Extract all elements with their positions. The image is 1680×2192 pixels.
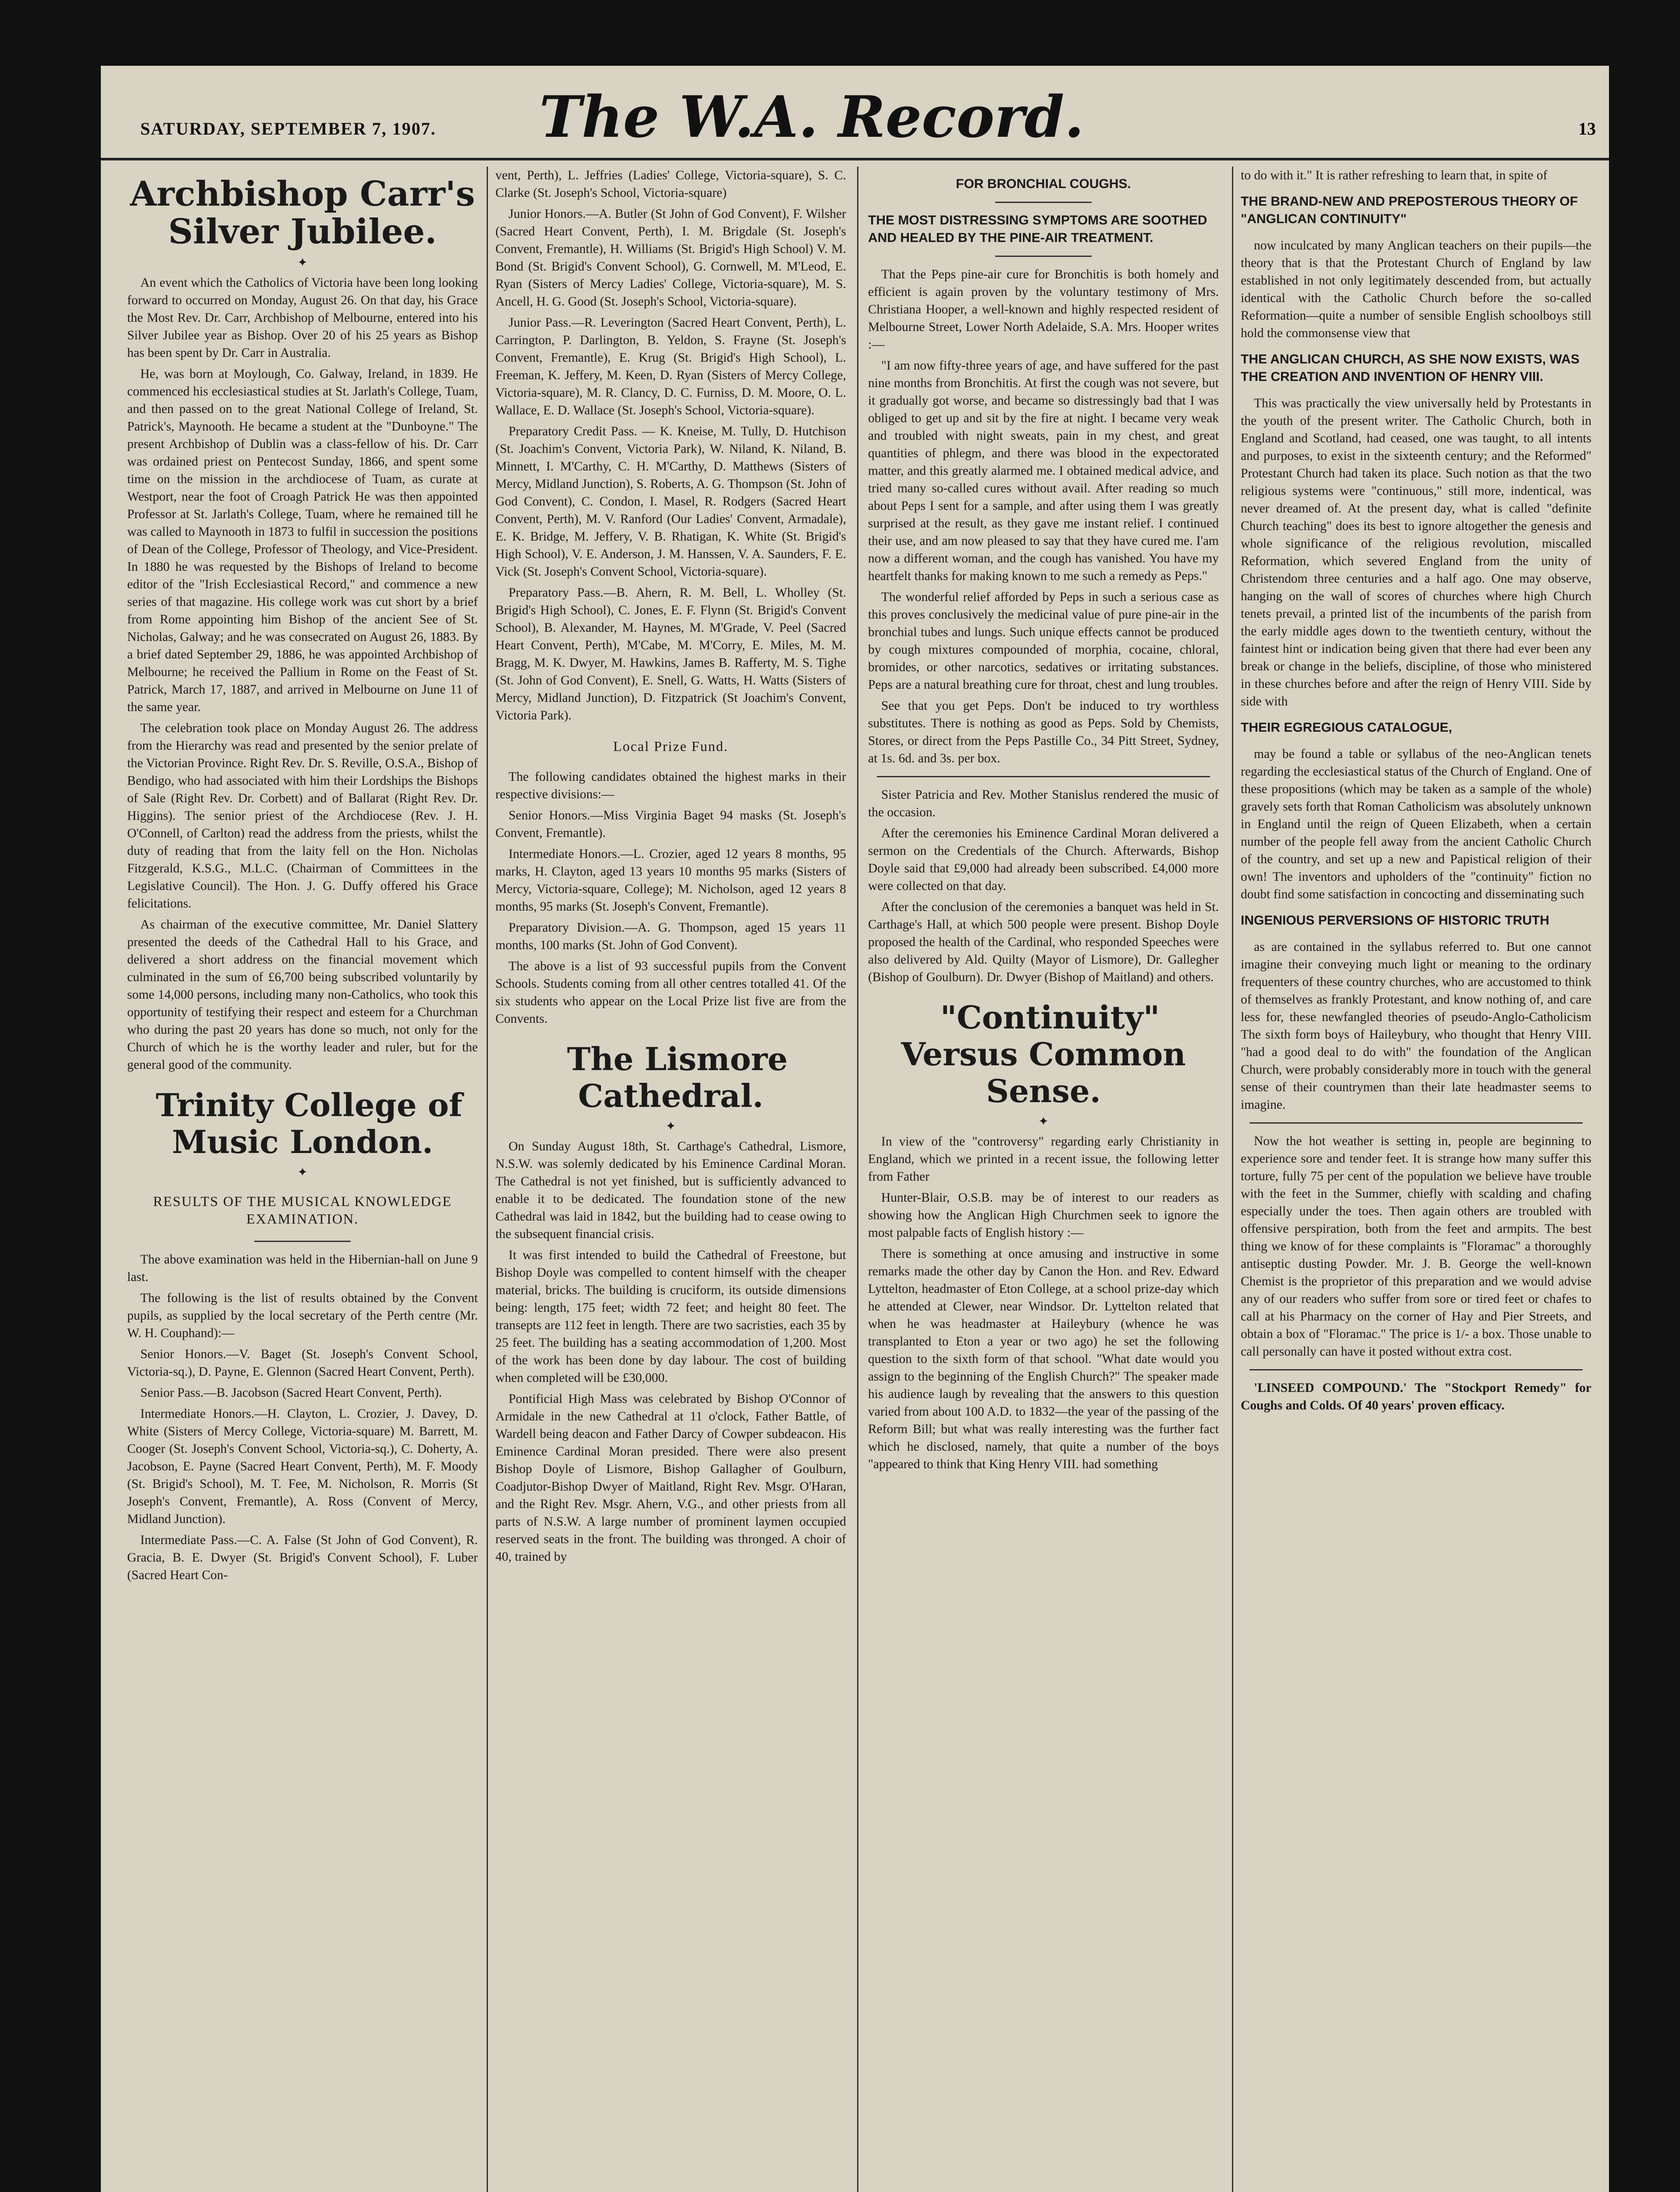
divider [995,256,1092,257]
paragraph: See that you get Peps. Don't be induced to try worthless substitutes. There is nothing as good as Peps. Sold by Chemists, Stores, or direct from the Peps Pastille Co., 34 Pitt Street, Sydney, at 1s. 6d. and 3s. per box. [868,699,1219,765]
subheading: RESULTS OF THE MUSICAL KNOWLEDGE EXAMINATION. [153,1193,452,1227]
column-2 [495,167,846,1569]
paragraph: The following candidates obtained the highest marks in their respective divisions:— [495,770,846,801]
paragraph: The above examination was held in the Hibernian-hall on June 9 last. [127,1253,478,1284]
paragraph: Junior Pass.—R. Leverington (Sacred Heart Convent, Perth), L. Carrington, P. Darlington, B. Yeldon, S. Frayne (St. Joseph's Convent, Fremantle), E. Krug (St. Brigid's High School), L. Freeman, K. Jeffery, M. Keen, D. Ryan (Sisters of Mercy College, Victoria-square), M. R. Clancy, D. C. Furniss, D. M. Moore, O. L. Wallace, E. D. Wallace (St. Joseph's School, Victoria-square). [495,316,846,417]
paragraph: Pontificial High Mass was celebrated by Bishop O'Connor of Armidale in the new Cathedral at 11 o'clock, Father Battle, of Wardell being deacon and Father Darcy of Cowper subdeacon. His Eminence Cardinal Moran presided. There were also present Bishop Doyle of Lismore, Bishop Gallagher of Goulburn, Coadjutor-Bishop Dwyer of Maitland, Right Rev. Msgr. O'Haran, and the Right Rev. Msgr. Ahern, V.G., and other priests from all parts of N.S.W. A large number of prominent laymen occupied reserved seats in the front. The building was thronged. A choir of 40, trained by [495,1392,846,1564]
paragraph: Intermediate Honors.—L. Crozier, aged 12 years 8 months, 95 marks, H. Clayton, aged 13 years 10 months 95 marks (Sisters of Mercy, Victoria-square, College); M. Nicholson, aged 12 years 8 months, 95 marks (St. Joseph's Convent, Fremantle). [495,847,846,914]
crosshead: INGENIOUS PERVERSIONS OF HISTORIC TRUTH [1241,913,1549,928]
paragraph: vent, Perth), L. Jeffries (Ladies' College, Victoria-square), S. C. Clarke (St. Joseph's School, Victoria-square) [495,168,846,200]
advert-text: 'LINSEED COMPOUND.' The "Stockport Remedy" for Coughs and Colds. Of 40 years' proven efficacy. [1241,1381,1591,1413]
paragraph: Preparatory Pass.—B. Ahern, R. M. Bell, L. Wholley (St. Brigid's High School), C. Jones, E. F. Flynn (St. Brigid's Convent School), B. Alexander, M. Haynes, M. M'Grade, V. Peel (Sacred Heart Convent, Perth), M'Cabe, M. M'Corry, E. Miles, M. M. Bragg, M. K. Dwyer, M. Hawkins, James B. Rafferty, M. S. Tighe (St. John of God Convent), E. Snell, G. Watts, H. Watts (Sisters of Mercy, Midland Junction), D. Fitzpatrick (St Joachim's Convent, Victoria Park). [495,586,846,722]
column-4 [1241,167,1591,1418]
article-title: Trinity College of Music London. [156,1086,463,1160]
paragraph: In view of the "controversy" regarding early Christianity in England, which we printed in a recent issue, the following letter from Father [868,1135,1219,1184]
ornament-icon: ✦ [666,1119,676,1133]
paragraph: That the Peps pine-air cure for Bronchitis is both homely and efficient is again proven by the voluntary testimony of Mrs. Christiana Hooper, a well-known and highly respected resident of Melbourne Street, Lower North Adelaide, S.A. Mrs. Hooper writes :— [868,267,1219,352]
issue-date: SATURDAY, SEPTEMBER 7, 1907. [140,119,436,139]
crosshead: THEIR EGREGIOUS CATALOGUE, [1241,720,1452,735]
crosshead: THE ANGLICAN CHURCH, AS SHE NOW EXISTS, WAS THE CREATION AND INVENTION OF HENRY VIII. [1241,352,1580,384]
column-rule [487,167,488,2192]
subheading: Local Prize Fund. [613,738,729,754]
divider [877,776,1210,777]
masthead: The W.A. Record. [539,83,1084,150]
paragraph: Hunter-Blair, O.S.B. may be of interest to our readers as showing how the Anglican High Churchmen seek to ignore the most palpable facts of English history :— [868,1191,1219,1240]
advert-heading: FOR BRONCHIAL COUGHS. [956,177,1131,191]
paragraph: This was practically the view universally held by Protestants in the youth of the present writer. The Catholic Church, both in England and Scotland, had ceased, one was taught, to all intents and purposes, to exist in the sixteenth century; and the Reformed" Protestant Church had taken its place. Such notion as that the two religious systems were "continuous," still more, indentical, was never dreamed of. At the present day, what is called "definite Church teaching" does its best to ignore altogether the genesis and whole significance of the religious revolution, miscalled Reformation, which severed England from the unity of Christendom three centuries and a half ago. One may observe, hanging on the wall of scores of churches where high Church tenets prevail, a printed list of the incumbents of the parish from the early middle ages down to the twentieth century, without the faintest hint or indication being given that there had ever been any break or change in the beliefs, discipline, of those who ministered in these churches before and after the reign of Henry VIII. Side by side with [1241,396,1591,708]
paragraph: Preparatory Credit Pass. — K. Kneise, M. Tully, D. Hutchison (St. Joachim's Convent, Victoria Park), W. Niland, K. Niland, B. Minnett, I. M'Carthy, C. H. M'Carthy, D. Matthews (Sisters of Mercy, Midland Junction), S. Roberts, A. G. Thompson (St. John of God Convent), C. Condon, I. Masel, R. Rodgers (Sacred Heart Convent, Perth), M. V. Ranford (Our Ladies' Convent, Armadale), E. K. Bridge, M. Jeffery, V. B. Rhatigan, K. White (St. Brigid's High School), V. E. Anderson, J. M. Hanssen, V. A. Saunders, F. E. Vick (St. Joseph's Convent School, Victoria-square). [495,424,846,579]
paragraph: Senior Honors.—V. Baget (St. Joseph's Convent School, Victoria-sq.), D. Payne, E. Glennon (Sacred Heart Convent, Perth). [127,1347,478,1379]
paragraph: Junior Honors.—A. Butler (St John of God Convent), F. Wilsher (Sacred Heart Convent, Perth), I. M. Brigdale (St. Joseph's Convent, Fremantle), H. Williams (St. Brigid's High School) V. M. Bond (St. Brigid's Convent School), G. Cornwell, M. M'Leod, E. Ryan (Sisters of Mercy Ladies' College, Victoria-square), M. S. Ancell, H. G. Good (St. Joseph's School, Victoria-square). [495,207,846,309]
paragraph: After the conclusion of the ceremonies a banquet was held in St. Carthage's Hall, at which 500 people were present. Bishop Doyle proposed the health of the Cardinal, who responded Speeches were also delivered by Ald. Quilty (Mayor of Lismore), Dr. Gallegher (Bishop of Goulburn). Dr. Dwyer (Bishop of Maitland) and others. [868,900,1219,984]
paragraph: On Sunday August 18th, St. Carthage's Cathedral, Lismore, N.S.W. was solemly dedicated by his Eminence Cardinal Moran. The Cathedral is not yet finished, but is sufficiently advanced to enable it to be dedicated. The foundation stone of the new Cathedral was laid in 1842, but the building had to cease owing to the subsequent financial crisis. [495,1139,846,1241]
column-1 [127,167,478,1587]
paragraph: It was first intended to build the Cathedral of Freestone, but Bishop Doyle was compelled to content himself with the cheaper material, bricks. The building is cruciform, its outside dimensions being: length, 175 feet; width 72 feet; and height 80 feet. The transepts are 112 feet in length. There are two sacristies, each 35 by 25 feet. The building has a seating accommodation of 1,200. Most of the work has been done by day labour. The cost of building when completed will be £30,000. [495,1248,846,1385]
paragraph: Preparatory Division.—A. G. Thompson, aged 15 years 11 months, 100 marks (St. John of God Convent). [495,921,846,952]
article-title: "Continuity" Versus Common Sense. [901,999,1186,1110]
advert-subheading: THE MOST DISTRESSING SYMPTOMS ARE SOOTHED AND HEALED BY THE PINE-AIR TREATMENT. [868,213,1207,245]
column-rule [857,167,858,2192]
paragraph: An event which the Catholics of Victoria have been long looking forward to occurred on Monday, August 26. On that day, his Grace the Most Rev. Dr. Carr, Archbishop of Melbourne, entered into his Silver Jubilee year as Bishop. Over 20 of his 25 years as Bishop has been spent by Dr. Carr in Australia. [127,276,478,360]
paragraph: As chairman of the executive committee, Mr. Daniel Slattery presented the deeds of the Cathedral Hall to his Grace, and delivered a short address on the financial movement which culminated in the sum of £6,700 being subscribed voluntarily by some 14,000 persons, including many non-Catholics, who took this opportunity of testifying their respect and esteem for a Churchman who during the past 20 years has done so much, not only for the Church of which he is the worthy leader and ruler, but for the general good of the community. [127,918,478,1072]
header-rule [101,158,1609,160]
paragraph: Intermediate Pass.—C. A. False (St John of God Convent), R. Gracia, B. E. Dwyer (St. Brigid's Convent School), F. Luber (Sacred Heart Con- [127,1533,478,1582]
divider [1249,1369,1583,1370]
paragraph: He, was born at Moylough, Co. Galway, Ireland, in 1839. He commenced his ecclesiastical studies at St. Jarlath's College, Tuam, and then passed on to the great National College of Ireland, St. Patrick's, Maynooth. He became a student at the "Dunboyne." The present Archbishop of Dublin was a class-fellow of his. Dr. Carr was ordained priest on Pentecost Sunday, 1866, and spent some time on the mission in the archdiocese of Tuam, as curate at Westport, near the foot of Croagh Patrick He was then appointed Professor at St. Jarlath's College, Tuam, where he remained till he was called to Maynooth in 1873 to fulfil in succession the positions of Dean of the College, Professor of Theology, and Vice-President. In 1880 he was requested by the Bishops of Ireland to become editor of the "Irish Ecclesiastical Record," and commence a new series of that magazine. His college work was cut short by a brief from Rome appointing him Bishop of the ancient See of St. Nicholas, Galway; and he was consecrated on August 26, 1883. By a brief dated September 29, 1886, he was appointed Archbishop of Melbourne; he received the Pallium in Rome on the Feast of St. Patrick, March 17, 1887, and arrived in Melbourne on June 11 of the same year. [127,367,478,714]
divider [995,202,1092,203]
paragraph: Intermediate Honors.—H. Clayton, L. Crozier, J. Davey, D. White (Sisters of Mercy College, Victoria-square) M. Barrett, M. Cooger (St. Joseph's Convent School, Victoria-sq.), C. Doherty, A. Jacobson, E. Payne (Sacred Heart Convent, Perth), M. F. Moody (St. Brigid's School), M. T. Fee, M. Nicholson, R. Morris (St Joseph's Convent, Fremantle), A. Ross (Convent of Mercy, Midland Junction). [127,1407,478,1526]
ornament-icon: ✦ [297,1165,308,1179]
paragraph: "I am now fifty-three years of age, and have suffered for the past nine months from Bronchitis. At first the cough was not severe, but it gradually got worse, and became so distressingly bad that I was obliged to get up and sit by the fire at night. I became very weak and troubled with night sweats, pain in my chest, and great quantities of phlegm, and there was blood in the expectorated matter, and this greatly alarmed me. I obtained medical advice, and tried many so-called cures without avail. After reading so much about Peps I sent for a sample, and after using them I was greatly surprised at the result, as they gave me instant relief. I continued their use, and am now pleased to say that they have cured me. I'am now a different woman, and the cough has vanished. You have my heartfelt thanks for making known to me such a remedy as Peps." [868,359,1219,583]
crosshead: THE BRAND-NEW AND PREPOSTEROUS THEORY OF "ANGLICAN CONTINUITY" [1241,194,1578,226]
paragraph: to do with it." It is rather refreshing to learn that, in spite of [1241,168,1548,182]
paragraph: may be found a table or syllabus of the neo-Anglican tenets regarding the ecclesiastical status of the Church of England. One of these propositions (which may be taken as a sample of the whole) gravely sets forth that Roman Catholicism was absolutely unknown in England until the reign of Queen Elizabeth, when a certain number of the people fell away from the ancient Catholic Church of the country, and set up a new and Papistical religion of their own! The inventors and upholders of the "continuity" fiction no doubt find some satisfaction in concocting and disseminating such [1241,747,1591,901]
paragraph: Senior Honors.—Miss Virginia Baget 94 masks (St. Joseph's Convent, Fremantle). [495,808,846,840]
paragraph: Senior Pass.—B. Jacobson (Sacred Heart Convent, Perth). [140,1386,442,1400]
paragraph: There is something at once amusing and instructive in some remarks made the other day by Canon the Hon. and Rev. Edward Lyttelton, headmaster of Eton College, at a school prize-day which he attended at Clewer, near Windsor. Dr. Lyttelton related that when he was headmaster at Haileybury (whence he was transplanted to Eton a year or two ago) he set the following question to the sixth form of that school. "What date would you assign to the beginning of the English Church?" The speaker made his audience laugh by revealing that the answers to this question varied from about 100 A.D. to 1832—the year of the passing of the Reform Bill; but what was really interesting was the further fact which he disclosed, namely, that quite a number of the boys "appeared to think that King Henry VIII. had something [868,1247,1219,1471]
column-rule [1232,167,1233,2192]
article-title: Archbishop Carr's Silver Jubilee. [130,174,475,252]
divider [1249,1122,1583,1124]
paragraph: Sister Patricia and Rev. Mother Stanislus rendered the music of the occasion. [868,788,1219,819]
paragraph: The celebration took place on Monday August 26. The address from the Hierarchy was read and presented by the senior prelate of the Victorian Province. Right Rev. Dr. S. Reville, O.S.A., Bishop of Bendigo, who had associated with him their Lordships the Bishops of Sale (Right Rev. Dr. Corbett) and of Ballarat (Right Rev. Dr. Higgins). The senior priest of the Archdiocese (Rev. J. H. O'Connell, of Carlton) read the address from the priests, whilst the duty of reading that from the laity fell on the Hon. Nicholas Fitzgerald, K.S.G., M.L.C. (Chairman of Committees in the Legislative Council). The Hon. J. G. Duffy offered his Grace felicitations. [127,721,478,911]
paragraph: The above is a list of 93 successful pupils from the Convent Schools. Students coming from all other centres totalled 41. Of the six students who appear on the Local Prize list five are from the Convents. [495,959,846,1026]
divider [254,1241,351,1242]
article-title: The Lismore Cathedral. [567,1040,788,1114]
paragraph: now inculcated by many Anglican teachers on their pupils—the theory that is that the Protestant Church of England by law established in not only legitimately descended from, but actually identical with the Catholic Church before the so-called Reformation—quite a number of sensible English schoolboys still hold the commonsense view that [1241,238,1591,340]
paragraph: After the ceremonies his Eminence Cardinal Moran delivered a sermon on the Credentials of the Church. Afterwards, Bishop Doyle said that £9,000 had already been subscribed. £4,000 more were collected on that day. [868,826,1219,893]
paragraph: as are contained in the syllabus referred to. But one cannot imagine their conveying much light or meaning to the ordinary frequenters of these country churches, who are accustomed to think of themselves as frankly Protestant, and know nothing of, and care less for, these newfangled theories of pseudo-Anglo-Catholicism The sixth form boys of Haileybury, who thought that Henry VIII. "had a good deal to do with" the foundation of the Anglican Church, were probably considerably more in touch with the general sense of their countrymen than their late headmaster seems to imagine. [1241,940,1591,1112]
page-header [101,66,1609,153]
newspaper-page [101,66,1609,2192]
paragraph: Now the hot weather is setting in, people are beginning to experience sore and tender feet. It is strange how many suffer this torture, fully 75 per cent of the population we believe have trouble with the feet in the Summer, chiefly with scalding and chafing especially under the toes. Then again others are troubled with offensive perspiration, both from the feet and armpits. The best thing we know of for these complaints is "Floramac" a thoroughly antiseptic dusting Powder. Mr. J. B. George the well-known Chemist is the proprietor of this preparation and we would advise any of our readers who suffer from sore or tired feet or chafes to call at his Pharmacy on the corner of Hay and Pier Streets, and obtain a box of "Floramac." The price is 1/- a box. Those unable to call personally can have it posted without extra cost. [1241,1134,1591,1359]
page-number: 13 [1578,119,1596,139]
ornament-icon: ✦ [1038,1114,1049,1128]
paragraph: The wonderful relief afforded by Peps in such a serious case as this proves conclusively the medicinal value of pure pine-air in the bronchial tubes and lungs. Such unique effects cannot be produced by cough mixtures compounded of morphia, cocaine, chloral, bromides, or other narcotics, sedatives or irritating substances. Peps are a natural breathing cure for throat, chest and lung troubles. [868,590,1219,692]
ornament-icon: ✦ [297,255,308,270]
column-3 [868,167,1219,1477]
paragraph: The following is the list of results obtained by the Convent pupils, as supplied by the local secretary of the Perth centre (Mr. W. H. Couphand):— [127,1291,478,1340]
